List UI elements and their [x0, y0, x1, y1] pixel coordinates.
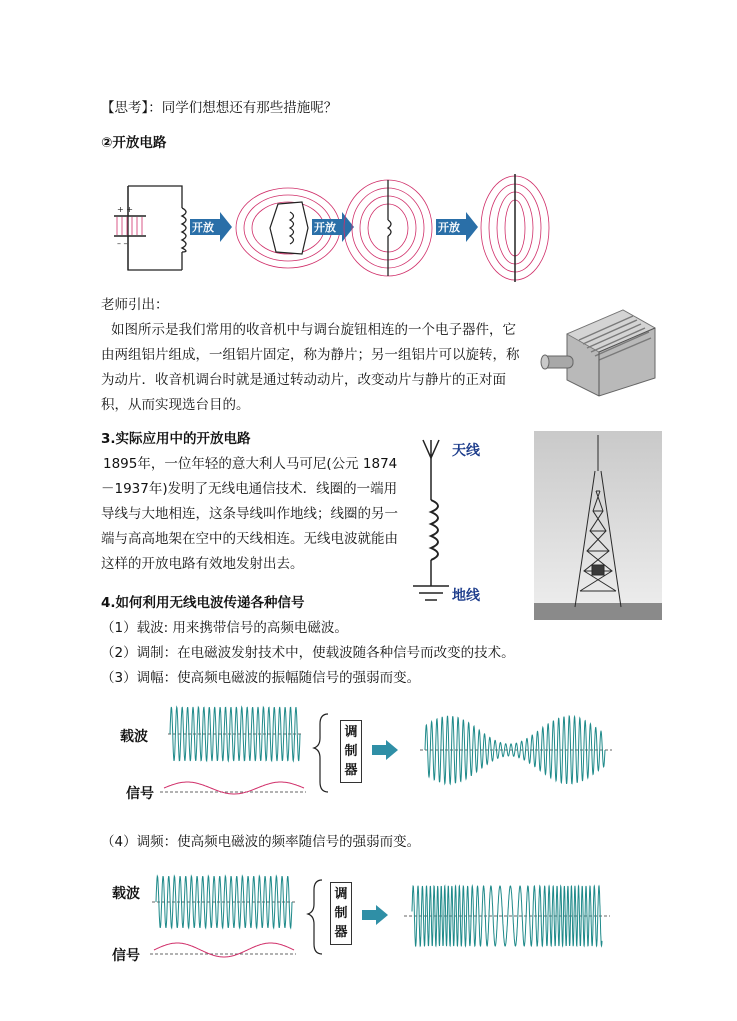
am-signal-label: 信号 — [126, 786, 154, 802]
svg-text:+ +: + + — [117, 205, 133, 214]
fm-signal-label: 信号 — [112, 948, 140, 964]
fm-arrow-icon — [362, 905, 388, 925]
fm-carrier-wave — [152, 876, 296, 928]
fm-result-wave — [404, 886, 610, 946]
section3-heading: 3.实际应用中的开放电路 — [101, 431, 251, 447]
open-arrow-2 — [312, 212, 354, 242]
am-diagram — [160, 700, 620, 800]
modulator-char-1: 调 — [344, 725, 358, 740]
svg-text:开放: 开放 — [438, 221, 460, 234]
tower-photo — [534, 431, 662, 620]
svg-text:– –: – – — [117, 239, 128, 248]
svg-text:开放: 开放 — [192, 221, 214, 234]
teacher-intro: 老师引出： — [101, 297, 169, 313]
antenna-label: 天线 — [452, 443, 480, 459]
fm-diagram — [150, 862, 620, 962]
modulator-char-2: 制 — [334, 906, 348, 921]
open-arrow-3 — [436, 212, 478, 242]
modulator-char-1: 调 — [334, 887, 348, 902]
am-signal-wave — [160, 782, 306, 794]
marconi-paragraph: 1895年，一位年轻的意大利人马可尼(公元 1874－1937年)发明了无线电通信技术．线圈的一端用导线与大地相连，这条导线叫作地线；线圈的另一端与高高地架在空中的天线相连。无线电波就能由这样的开放电路有效地发射出去。 — [101, 456, 398, 572]
item-carrier: （1）载波: 用来携带信号的高频电磁波。 — [101, 620, 348, 636]
am-result-wave — [420, 716, 612, 784]
am-modulator-box — [340, 720, 362, 783]
ground-label: 地线 — [452, 588, 480, 604]
fm-carrier-label: 载波 — [112, 886, 140, 902]
modulator-char-2: 制 — [344, 744, 358, 759]
variable-capacitor-photo — [537, 298, 661, 402]
am-carrier-label: 载波 — [120, 729, 148, 745]
am-carrier-wave — [168, 707, 302, 761]
open-circuit-diagram — [100, 172, 570, 284]
item-modulation: （2）调制：在电磁波发射技术中，使载波随各种信号而改变的技术。 — [101, 645, 515, 661]
section4-heading: 4.如何利用无线电波传递各种信号 — [101, 595, 305, 611]
fm-brace — [308, 880, 322, 954]
modulator-char-3: 器 — [344, 763, 358, 778]
fm-signal-wave — [150, 943, 296, 957]
item-am: （3）调幅：使高频电磁波的振幅随信号的强弱而变。 — [101, 670, 421, 686]
open-antenna — [481, 174, 549, 282]
am-arrow-icon — [372, 740, 398, 760]
think-prompt: 【思考】：同学们想想还有那些措施呢？ — [101, 100, 338, 116]
open-arrow-1 — [190, 212, 232, 242]
svg-text:开放: 开放 — [314, 221, 336, 234]
lc-circuit — [114, 186, 186, 270]
am-brace — [314, 714, 328, 792]
open-circuit-heading: ②开放电路 — [101, 135, 167, 151]
modulator-char-3: 器 — [334, 925, 348, 940]
fm-modulator-box — [330, 882, 352, 945]
item-fm: （4）调频：使高频电磁波的频率随信号的强弱而变。 — [101, 834, 421, 850]
capacitor-paragraph: 如图所示是我们常用的收音机中与调台旋钮相连的一个电子器件，它由两组铝片组成，一组铝片固定，称为静片；另一组铝片可以旋转，称为动片．收音机调台时就是通过转动动片，改变动片与静片的正对面积，从而实现选台目的。 — [101, 322, 520, 413]
more-open-circuit — [344, 180, 432, 276]
